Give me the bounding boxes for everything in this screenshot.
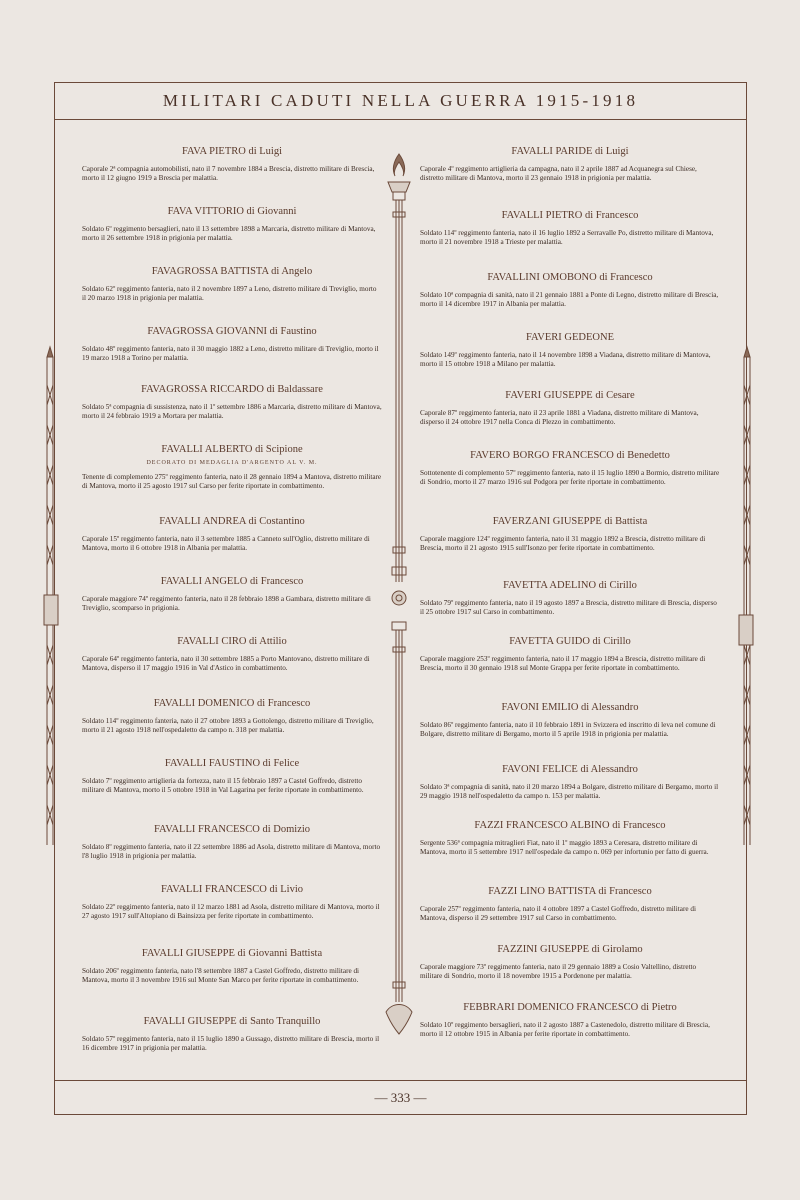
entry-text: Soldato 114º reggimento fanteria, nato il 27 ottobre 1893 a Gottolengo, distretto militare di Treviglio, morto il 21 agosto 1918 nell'ospedaletto da campo n. 318 per malattia. xyxy=(82,717,374,734)
sword-icon xyxy=(40,345,60,855)
entry-name: FAVALLI GIUSEPPE di Santo Tranquillo xyxy=(143,1016,321,1027)
list-item xyxy=(82,948,382,984)
entry-name: FAVALLI PARIDE di Luigi xyxy=(511,146,629,157)
list-item xyxy=(420,944,720,980)
entry-text: Soldato 22º reggimento fanteria, nato il 12 marzo 1881 ad Asola, distretto militare di Mantova, morto il 27 agosto 1917 sull'Altopiano di Bainsizza per ferite riportate in combattimento. xyxy=(82,903,380,920)
entry-name: FAVAGROSSA GIOVANNI di Faustino xyxy=(147,326,317,337)
list-item xyxy=(82,384,382,420)
entry-text: Soldato 3ª compagnia di sanità, nato il 20 marzo 1894 a Bolgare, distretto militare di Bergamo, morto il 29 maggio 1918 nell'ospedaletto da campo n. 153 per malattia. xyxy=(420,783,719,800)
entry-name: FAVALLI PIETRO di Francesco xyxy=(501,210,639,221)
list-item xyxy=(420,764,720,800)
entry-text: Soldato 7º reggimento artiglieria da fortezza, nato il 15 febbraio 1897 a Castel Goffredo, distretto militare di Mantova, morto il 5 ottobre 1918 in Val Lagarina per ferite riportate in combattimento. xyxy=(82,777,364,794)
entry-name: FAVALLI FAUSTINO di Felice xyxy=(164,758,300,769)
entry-name: FAZZI FRANCESCO ALBINO di Francesco xyxy=(474,820,666,831)
entry-name: FAVONI FELICE di Alessandro xyxy=(502,764,638,775)
entry-text: Caporale 64º reggimento fanteria, nato il 30 settembre 1885 a Porto Mantovano, distretto militare di Mantova, disperso il 17 maggio 1916 in Val d'Astico in combattimento. xyxy=(82,655,370,672)
entry-text: Soldato 79º reggimento fanteria, nato il 19 agosto 1897 a Brescia, distretto militare di Brescia, disperso il 25 ottobre 1917 sul Carso in combattimento. xyxy=(420,599,717,616)
entry-name: FAVALLI DOMENICO di Francesco xyxy=(153,698,311,709)
entry-text: Soldato 5ª compagnia di sussistenza, nato il 1º settembre 1886 a Marcaria, distretto militare di Mantova, morto il 24 febbraio 1919 a Mortara per malattia. xyxy=(82,403,382,420)
list-item xyxy=(420,272,720,308)
list-item xyxy=(420,332,720,368)
list-item xyxy=(82,824,382,860)
entry-text: Soldato 114º reggimento fanteria, nato il 16 luglio 1892 a Serravalle Po, distretto militare di Mantova, morto il 21 novembre 1918 a Trieste per malattia. xyxy=(420,229,714,246)
list-item xyxy=(420,390,720,426)
entry-text: Caporale 257º reggimento fanteria, nato il 4 ottobre 1897 a Castel Goffredo, distretto militare di Mantova, disperso il 29 settembre 1917 sul Carso in combattimento. xyxy=(420,905,696,922)
list-item xyxy=(420,820,720,856)
entry-name: FAVERI GIUSEPPE di Cesare xyxy=(505,390,635,401)
list-item xyxy=(420,1002,720,1038)
list-item xyxy=(420,516,720,552)
fasces-column-icon xyxy=(384,152,414,1037)
list-item xyxy=(420,450,720,486)
entry-name: FAVALLI ANDREA di Costantino xyxy=(159,516,305,527)
entry-name: FAVA VITTORIO di Giovanni xyxy=(167,206,297,217)
entry-name: FAVERZANI GIUSEPPE di Battista xyxy=(492,516,648,527)
entry-text: Soldato 10º reggimento bersaglieri, nato il 2 agosto 1887 a Castenedolo, distretto militare di Brescia, morto il 12 ottobre 1915 in Albania per ferite riportate in combattimento. xyxy=(420,1021,710,1038)
list-item xyxy=(82,1016,382,1052)
entry-name: FAVALLI ANGELO di Francesco xyxy=(160,576,304,587)
entry-name: FAVALLI ALBERTO di Scipione xyxy=(161,444,303,455)
entry-text: Caporale maggiore 74º reggimento fanteria, nato il 28 febbraio 1898 a Gambara, distretto militare di Treviglio, scomparso in prigionia. xyxy=(82,595,371,612)
entry-text: Caporale maggiore 124º reggimento fanteria, nato il 31 maggio 1892 a Brescia, distretto militare di Brescia, morto il 21 agosto 1915 sull'Isonzo per ferite riportate in combattimento. xyxy=(420,535,706,552)
entry-text: Caporale maggiore 253º reggimento fanteria, nato il 17 maggio 1894 a Brescia, distretto militare di Brescia, morto il 30 gennaio 1918 sul Monte Grappa per ferite riportate in combattimento. xyxy=(420,655,706,672)
header-band xyxy=(54,82,747,120)
entry-text: Caporale maggiore 73º reggimento fanteria, nato il 29 gennaio 1889 a Cosio Valtellino, distretto militare di Sondrio, morto il 18 novembre 1915 a Pordenone per malattia. xyxy=(420,963,697,980)
entry-text: Caporale 2ª compagnia automobilisti, nato il 7 novembre 1884 a Brescia, distretto militare di Brescia, morto il 12 giugno 1919 a Brescia per malattia. xyxy=(82,165,375,182)
entry-text: Soldato 57º reggimento fanteria, nato il 15 luglio 1890 a Gussago, distretto militare di Brescia, morto il 16 dicembre 1917 in prigionia per malattia. xyxy=(82,1035,380,1052)
entry-text: Sottotenente di complemento 57º reggimento fanteria, nato il 15 luglio 1890 a Bormio, distretto militare di Sondrio, morto il 27 marzo 1916 sul Podgora per ferite riportate in combattimento. xyxy=(420,469,720,486)
entry-text: Tenente di complemento 275º reggimento fanteria, nato il 28 gennaio 1894 a Mantova, distretto militare di Mantova, morto il 25 agosto 1917 sul Carso per ferite riportate in combattimento. xyxy=(82,473,382,490)
entry-name: FAVAGROSSA BATTISTA di Angelo xyxy=(151,266,313,277)
entry-text: Soldato 10ª compagnia di sanità, nato il 21 gennaio 1881 a Ponte di Legno, distretto militare di Brescia, morto il 14 dicembre 1917 in Albania per malattia. xyxy=(420,291,719,308)
list-item xyxy=(82,884,382,920)
footer-band xyxy=(54,1080,747,1115)
entry-name: FAVA PIETRO di Luigi xyxy=(181,146,283,157)
list-item xyxy=(82,758,382,794)
list-item xyxy=(420,210,720,246)
list-item xyxy=(82,206,382,242)
entry-name: FAVALLI GIUSEPPE di Giovanni Battista xyxy=(141,948,323,959)
entry-text: Soldato 86º reggimento fanteria, nato il 10 febbraio 1891 in Svizzera ed inscritto di leva nel comune di Bolgare, distretto militare di Bergamo, morto il 5 aprile 1918 in prigionia per malattia. xyxy=(420,721,716,738)
list-item xyxy=(82,576,382,612)
list-item xyxy=(420,146,720,182)
entry-name: FAVAGROSSA RICCARDO di Baldassare xyxy=(141,384,323,395)
entry-name: FAVALLI FRANCESCO di Livio xyxy=(160,884,304,895)
entry-text: Caporale 87º reggimento fanteria, nato il 23 aprile 1881 a Viadana, distretto militare di Mantova, disperso il 24 ottobre 1917 nella Conca di Plezzo in combattimento. xyxy=(420,409,699,426)
entry-name: FAVALLI CIRO di Attilio xyxy=(177,636,287,647)
entry-text: Soldato 149º reggimento fanteria, nato il 14 novembre 1898 a Viadana, distretto militare di Mantova, morto il 15 ottobre 1918 a Milano per malattia. xyxy=(420,351,711,368)
list-item xyxy=(420,636,720,672)
entry-text: Caporale 15º reggimento fanteria, nato il 3 settembre 1885 a Canneto sull'Oglio, distretto militare di Mantova, morto il 6 ottobre 1918 in Albania per malattia. xyxy=(82,535,370,552)
sword-icon xyxy=(737,345,757,855)
list-item xyxy=(420,886,720,922)
entry-text: Soldato 62º reggimento fanteria, nato il 2 novembre 1897 a Leno, distretto militare di Treviglio, morto il 20 marzo 1918 in prigionia per malattia. xyxy=(82,285,377,302)
list-item xyxy=(420,580,720,616)
entry-name: FAZZINI GIUSEPPE di Girolamo xyxy=(497,944,643,955)
entry-decoration: DECORATO DI MEDAGLIA D'ARGENTO AL V. M. xyxy=(146,460,318,466)
entry-name: FAVERI GEDEONE xyxy=(526,332,614,343)
entry-text: Sergente 536ª compagnia mitraglieri Fiat, nato il 1º maggio 1893 a Ceresara, distretto militare di Mantova, morto il 5 settembre 1917 nell'ospedale da campo n. 069 per infortunio per fatto di guerra. xyxy=(420,839,709,856)
list-item xyxy=(82,516,382,552)
entry-name: FAVERO BORGO FRANCESCO di Benedetto xyxy=(470,450,670,461)
entry-name: FAVALLI FRANCESCO di Domizio xyxy=(153,824,311,835)
list-item xyxy=(82,326,382,362)
entry-name: FAVETTA GUIDO di Cirillo xyxy=(509,636,631,647)
list-item xyxy=(82,266,382,302)
page-title: MILITARI CADUTI NELLA GUERRA 1915-1918 xyxy=(162,90,639,110)
entry-text: Soldato 48º reggimento fanteria, nato il 30 maggio 1882 a Leno, distretto militare di Treviglio, morto il 19 marzo 1918 a Torino per malattia. xyxy=(82,345,379,362)
entry-name: FAVONI EMILIO di Alessandro xyxy=(501,702,639,713)
list-item xyxy=(82,146,382,182)
list-item xyxy=(82,444,382,490)
list-item xyxy=(420,702,720,738)
list-item xyxy=(82,698,382,734)
list-item xyxy=(82,636,382,672)
entry-text: Caporale 4º reggimento artiglieria da campagna, nato il 2 aprile 1887 ad Acquanegra sul Chiese, distretto militare di Mantova, morto il 23 gennaio 1918 in prigionia per malattia. xyxy=(420,165,697,182)
entry-name: FAVALLINI OMOBONO di Francesco xyxy=(487,272,653,283)
entry-name: FAZZI LINO BATTISTA di Francesco xyxy=(488,886,652,897)
entry-text: Soldato 206º reggimento fanteria, nato l'8 settembre 1887 a Castel Goffredo, distretto militare di Mantova, morto il 3 novembre 1916 sul Monte San Marco per ferite riportate in combattimento. xyxy=(82,967,360,984)
entry-text: Soldato 6º reggimento bersaglieri, nato il 13 settembre 1898 a Marcaria, distretto militare di Mantova, morto il 26 settembre 1918 in prigionia per malattia. xyxy=(82,225,376,242)
page-number: — 333 — xyxy=(374,1090,427,1105)
entry-text: Soldato 8º reggimento fanteria, nato il 22 settembre 1886 ad Asola, distretto militare di Mantova, morto l'8 luglio 1918 in prigionia per malattia. xyxy=(82,843,381,860)
entry-name: FEBBRARI DOMENICO FRANCESCO di Pietro xyxy=(463,1002,677,1013)
entry-name: FAVETTA ADELINO di Cirillo xyxy=(503,580,637,591)
